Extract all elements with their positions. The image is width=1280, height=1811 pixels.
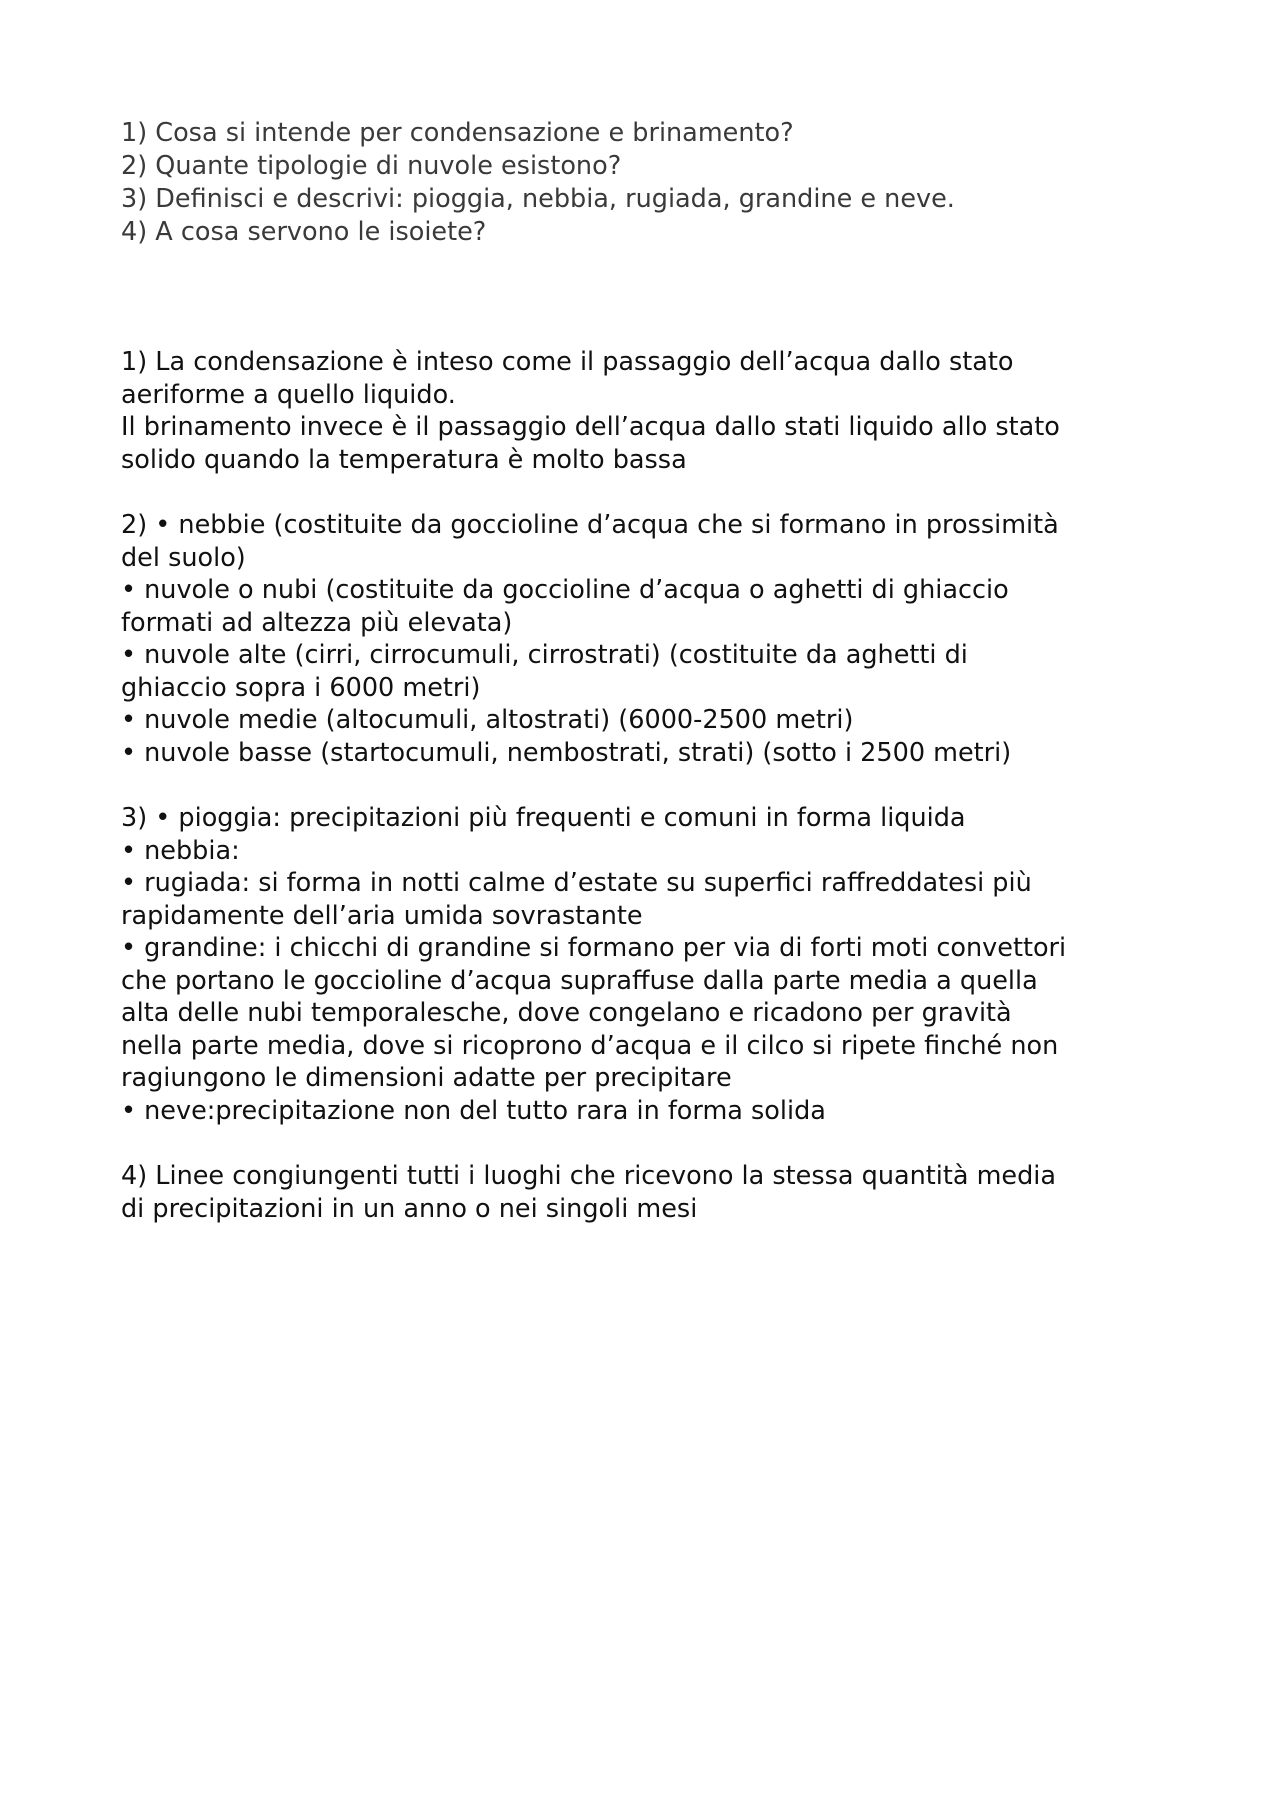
answer-1-line: aeriforme a quello liquido.: [121, 379, 456, 410]
answer-2-line: • nuvole alte (cirri, cirrocumuli, cirrostrati) (costituite da aghetti di: [121, 640, 968, 670]
answer-3-line: ragiungono le dimensioni adatte per precipitare: [121, 1063, 732, 1093]
question-1: 1) Cosa si intende per condensazione e brinamento?: [121, 118, 794, 148]
answer-4-line: 4) Linee congiungenti tutti i luoghi che ricevono la stessa quantità media: [121, 1161, 1057, 1191]
answer-4-line: di precipitazioni in un anno o nei singoli mesi: [121, 1193, 698, 1224]
answer-2-line: del suolo): [121, 542, 246, 573]
answer-3-line: 3) • pioggia: precipitazioni più frequenti e comuni in forma liquida: [121, 803, 966, 833]
answer-3-line: • neve:precipitazione non del tutto rara in forma solida: [121, 1095, 826, 1126]
answer-3-line: alta delle nubi temporalesche, dove congelano e ricadono per gravità: [121, 998, 1012, 1028]
answer-3-line: • grandine: i chicchi di grandine si formano per via di forti moti convettori: [121, 933, 1067, 963]
question-2: 2) Quante tipologie di nuvole esistono?: [121, 151, 622, 181]
answer-4: [121, 1160, 1181, 1225]
answer-1: [121, 346, 1181, 476]
answer-2-line: • nuvole basse (startocumuli, nembostrati, strati) (sotto i 2500 metri): [121, 737, 1012, 768]
answer-1-line: 1) La condensazione è inteso come il passaggio dell’acqua dallo stato: [121, 347, 1014, 377]
answer-3-line: nella parte media, dove si ricoprono d’acqua e il cilco si ripete finché non: [121, 1030, 1059, 1061]
answers-section: [121, 346, 1181, 1225]
answer-2-line: ghiaccio sopra i 6000 metri): [121, 672, 481, 703]
answer-3: [121, 802, 1181, 1127]
answer-3-line: rapidamente dell’aria umida sovrastante: [121, 900, 643, 931]
answer-2-line: 2) • nebbie (costituite da goccioline d’acqua che si formano in prossimità: [121, 510, 1059, 540]
answer-1-line: Il brinamento invece è il passaggio dell’acqua dallo stati liquido allo stato: [121, 412, 1060, 442]
answer-2-line: formati ad altezza più elevata): [121, 607, 513, 638]
answer-2: [121, 509, 1181, 769]
document-page: [121, 117, 1181, 1258]
answer-3-line: che portano le goccioline d’acqua supraffuse dalla parte media a quella: [121, 965, 1038, 996]
answer-2-line: • nuvole o nubi (costituite da goccioline d’acqua o aghetti di ghiaccio: [121, 575, 1009, 605]
answer-3-line: • rugiada: si forma in notti calme d’estate su superfici raffreddatesi più: [121, 868, 1032, 898]
question-4: 4) A cosa servono le isoiete?: [121, 217, 487, 247]
question-3: 3) Definisci e descrivi: pioggia, nebbia, rugiada, grandine e neve.: [121, 184, 955, 214]
answer-1-line: solido quando la temperatura è molto bassa: [121, 444, 687, 475]
answer-2-line: • nuvole medie (altocumuli, altostrati) (6000-2500 metri): [121, 705, 854, 735]
answer-3-line: • nebbia:: [121, 835, 240, 866]
questions-list: [121, 117, 1181, 249]
